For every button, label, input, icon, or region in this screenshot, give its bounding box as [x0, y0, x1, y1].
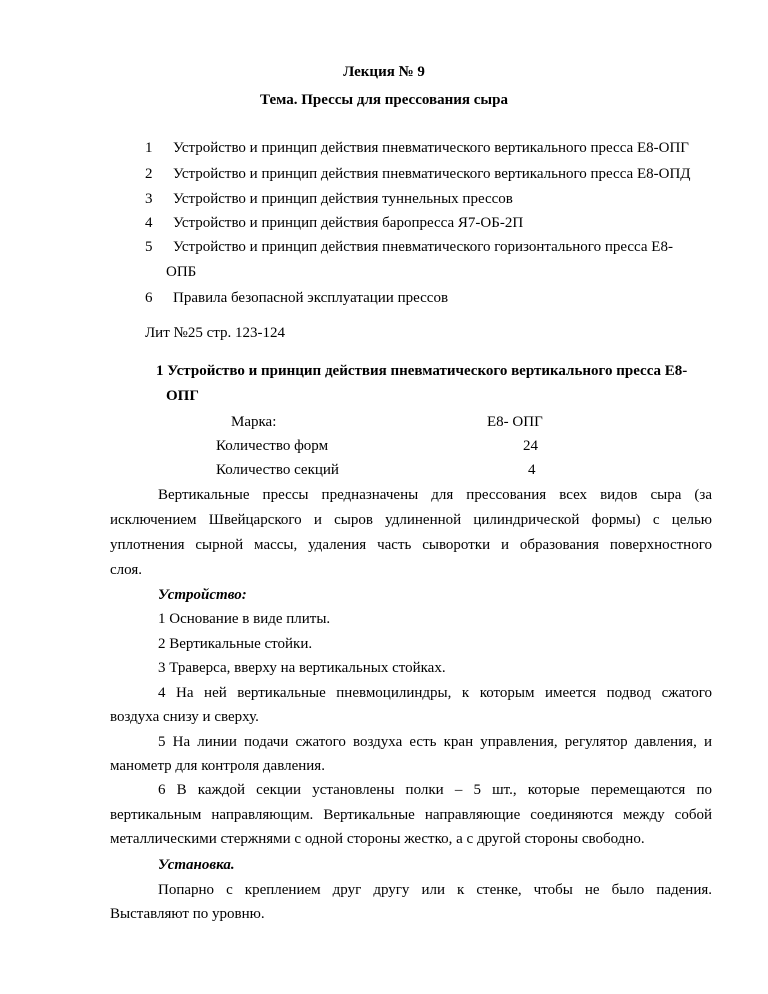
spec-label: Марка:	[231, 414, 277, 430]
toc-number: 1	[145, 140, 153, 156]
install-text: Попарно с креплением друг другу или к стенке, чтобы не было падения.	[158, 882, 712, 898]
spec-value: Е8- ОПГ	[487, 414, 543, 430]
toc-text: Устройство и принцип действия пневматического вертикального пресса Е8-ОПГ	[173, 140, 689, 156]
device-item: 3 Траверса, вверху на вертикальных стойках.	[158, 660, 446, 676]
paragraph-line: Вертикальные прессы предназначены для прессования всех видов сыра (за	[158, 487, 712, 503]
topic-title: Тема. Прессы для прессования сыра	[260, 92, 508, 108]
spec-value: 4	[528, 462, 536, 478]
toc-number: 5	[145, 239, 153, 255]
spec-label: Количество секций	[216, 462, 339, 478]
device-item-cont: воздуха снизу и сверху.	[110, 709, 259, 725]
device-item: 6 В каждой секции установлены полки – 5 шт., которые перемещаются по	[158, 782, 712, 798]
spec-label: Количество форм	[216, 438, 329, 454]
device-item: 4 На ней вертикальные пневмоцилиндры, к которым имеется подвод сжатого	[158, 685, 712, 701]
lecture-title: Лекция № 9	[343, 64, 425, 80]
toc-number: 4	[145, 215, 153, 231]
device-item: 2 Вертикальные стойки.	[158, 636, 313, 652]
literature-ref: Лит №25 стр. 123-124	[145, 325, 285, 341]
toc-number: 2	[145, 166, 153, 182]
toc-text-continuation: ОПБ	[166, 264, 197, 280]
device-item: 1 Основание в виде плиты.	[158, 611, 331, 627]
install-text-cont: Выставляют по уровню.	[110, 906, 265, 922]
toc-text: Правила безопасной эксплуатации прессов	[173, 290, 449, 306]
device-item-cont: металлическими стержнями с одной стороны жестко, а с другой стороны свободно.	[110, 831, 645, 847]
device-item: 5 На линии подачи сжатого воздуха есть кран управления, регулятор давления, и	[158, 734, 712, 750]
spec-value: 24	[523, 438, 538, 454]
toc-text: Устройство и принцип действия баропресса Я7-ОБ-2П	[173, 215, 524, 231]
toc-number: 6	[145, 290, 153, 306]
device-subtitle: Устройство:	[158, 587, 247, 603]
device-item-cont: манометр для контроля давления.	[110, 758, 325, 774]
toc-text: Устройство и принцип действия туннельных прессов	[173, 191, 513, 207]
paragraph-line: исключением Швейцарского и сыров удлиненной цилиндрической формы) с целью	[110, 512, 712, 528]
section-heading: 1 Устройство и принцип действия пневматического вертикального пресса Е8-	[156, 363, 688, 379]
section-heading-cont: ОПГ	[166, 388, 199, 404]
install-subtitle: Установка.	[158, 857, 235, 873]
toc-number: 3	[145, 191, 153, 207]
device-item-cont: вертикальным направляющим. Вертикальные направляющие соединяются между собой	[110, 807, 712, 823]
paragraph-line: уплотнения сырной массы, удаления часть сыворотки и образования поверхностного	[110, 537, 712, 553]
toc-text: Устройство и принцип действия пневматического горизонтального пресса Е8-	[173, 239, 673, 255]
paragraph-line: слоя.	[110, 562, 143, 578]
toc-text: Устройство и принцип действия пневматического вертикального пресса Е8-ОПД	[173, 166, 691, 182]
